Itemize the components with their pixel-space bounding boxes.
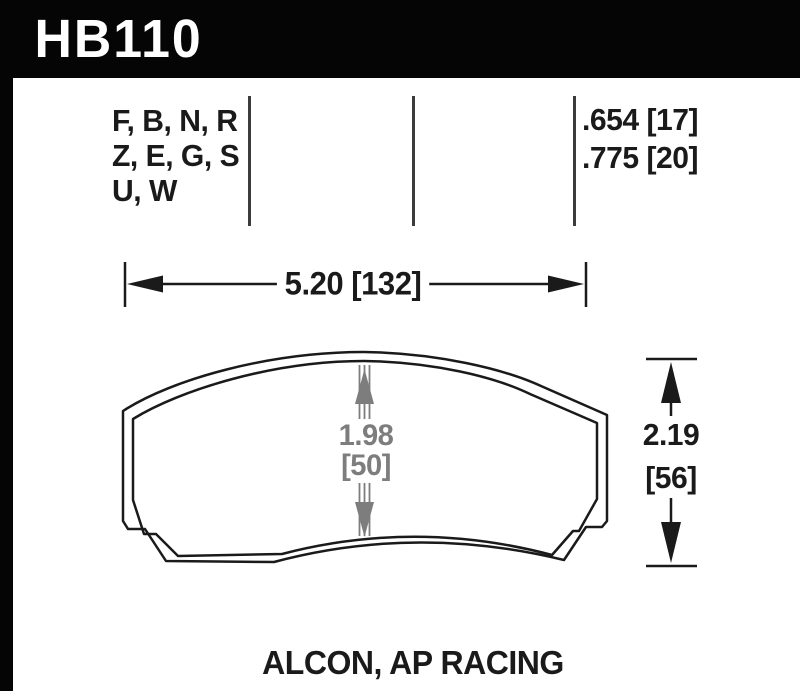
right-arrowhead-icon [548,276,584,293]
column-dividers [250,96,575,226]
height-inches: 2.19 [642,417,700,452]
header-bar [0,0,800,78]
applications-label: ALCON, AP RACING [262,644,564,681]
down-arrowhead-icon [661,522,681,563]
center-height-inches: 1.98 [338,419,394,452]
part-number-label: HB110 [34,9,203,69]
up-arrowhead-icon [661,362,681,403]
compound-codes [112,103,239,208]
compound-codes-line: F, B, N, R [112,103,238,138]
center-height-mm: [50] [341,449,391,482]
thickness-value: .775 [20] [582,140,698,175]
center-height-dimension-label [339,421,394,481]
width-dimension-label: 5.20 [132] [277,266,429,303]
height-mm: [56] [645,460,697,495]
height-dimension-label [643,413,700,499]
left-arrowhead-icon [127,276,163,293]
compound-codes-line: U, W [112,173,177,208]
up-arrowhead-icon [355,369,374,404]
left-border-bar [0,0,13,691]
pad-thickness-values [582,101,698,177]
thickness-value: .654 [17] [582,102,698,137]
compound-codes-line: Z, E, G, S [112,138,240,173]
down-arrowhead-icon [355,502,374,537]
